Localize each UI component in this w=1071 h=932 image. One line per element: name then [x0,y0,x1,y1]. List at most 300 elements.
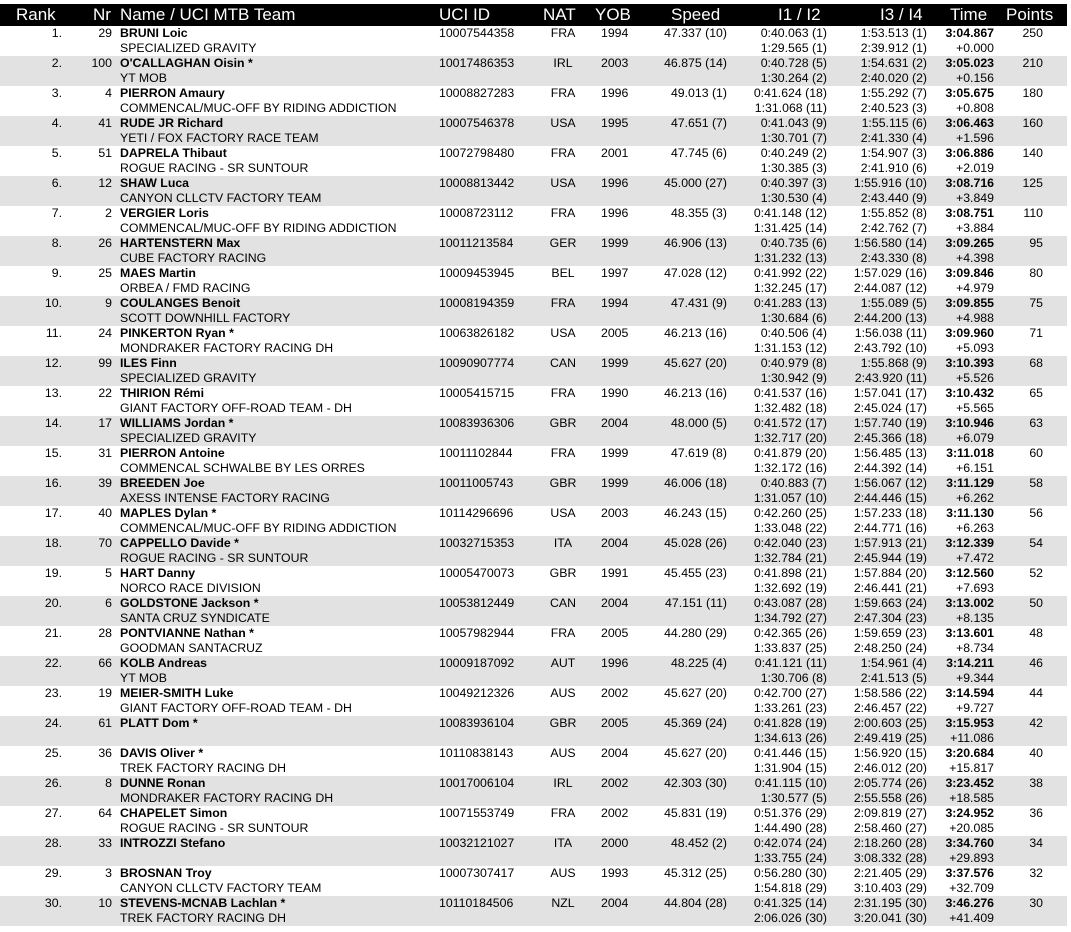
cell-i1: 0:42.074 (24) [753,836,827,850]
cell-team: COMMENCAL/MUC-OFF BY RIDING ADDICTION [120,100,397,115]
cell-rank: 26. [44,776,62,790]
cell-points: 44 [1029,686,1043,700]
cell-i3: 1:55.852 (8) [860,206,927,220]
cell-team: TREK FACTORY RACING DH [120,760,287,775]
cell-nat: GER [549,236,577,250]
header-points: Points [1006,5,1054,24]
cell-team: AXESS INTENSE FACTORY RACING [120,490,330,505]
cell-i3: 1:56.038 (11) [854,326,927,340]
cell-points: 48 [1029,626,1043,640]
cell-points: 60 [1029,446,1043,460]
cell-i2: 2:06.026 (30) [753,910,827,925]
cell-speed: 49.013 (1) [670,86,727,100]
cell-team: YETI / FOX FACTORY RACE TEAM [120,130,319,145]
cell-nr: 4 [105,86,112,100]
cell-i1: 0:40.883 (7) [760,476,827,490]
cell-points: 34 [1029,836,1043,850]
result-row [0,266,1067,296]
cell-points: 68 [1029,356,1043,370]
cell-uci-id: 10008813442 [439,176,515,190]
cell-speed: 48.355 (3) [670,206,727,220]
cell-nr: 25 [98,266,112,280]
cell-nat: GBR [549,476,577,490]
cell-rank: 3. [51,86,62,100]
result-row [0,56,1067,86]
cell-nr: 6 [105,596,112,610]
cell-rank: 1. [51,26,62,40]
cell-i1: 0:41.043 (9) [760,116,827,130]
cell-rank: 6. [51,176,62,190]
cell-i1: 0:40.979 (8) [760,356,827,370]
cell-gap: +5.093 [956,340,994,355]
cell-uci-id: 10011102844 [439,446,513,460]
cell-i2: 1:30.385 (3) [760,160,827,175]
cell-team: ORBEA / FMD RACING [120,280,251,295]
cell-speed: 45.627 (20) [664,746,727,760]
cell-yob: 2002 [601,686,629,700]
cell-i1: 0:40.735 (6) [760,236,827,250]
cell-i4: 2:58.460 (27) [853,820,927,835]
cell-i1: 0:41.879 (20) [753,446,827,460]
cell-uci-id: 10011005743 [439,476,514,490]
cell-yob: 1999 [601,356,629,370]
cell-nr: 10 [98,896,112,910]
cell-yob: 2002 [601,806,629,820]
cell-nr: 36 [98,746,112,760]
cell-team: SANTA CRUZ SYNDICATE [120,610,270,625]
cell-gap: +0.000 [956,40,994,55]
cell-nat: USA [550,326,576,340]
cell-rank: 29. [44,866,62,880]
cell-i3: 2:00.603 (25) [853,716,927,730]
cell-time: 3:10.432 [945,386,994,400]
cell-nat: FRA [550,446,576,460]
cell-points: 250 [1022,26,1043,40]
cell-i2: 1:32.692 (19) [753,580,827,595]
cell-i4: 2:46.457 (22) [853,700,927,715]
result-row [0,386,1067,416]
cell-i4: 3:10.403 (29) [853,880,927,895]
cell-time: 3:11.130 [946,506,994,520]
cell-i1: 0:40.397 (3) [760,176,827,190]
cell-i2: 1:30.264 (2) [760,70,827,85]
cell-points: 30 [1029,896,1043,910]
cell-rank: 2. [51,56,62,70]
cell-team: NORCO RACE DIVISION [120,580,261,595]
cell-points: 180 [1022,86,1043,100]
cell-rank: 28. [44,836,62,850]
cell-yob: 2005 [601,716,629,730]
cell-uci-id: 10007307417 [439,866,515,880]
cell-yob: 1999 [601,446,629,460]
cell-gap: +7.472 [956,550,994,565]
cell-nr: 39 [98,476,112,490]
cell-uci-id: 10017006104 [439,776,515,790]
cell-time: 3:05.023 [945,56,994,70]
cell-speed: 46.906 (13) [664,236,727,250]
cell-rider-name: KOLB Andreas [120,656,208,670]
cell-rank: 19. [44,566,62,580]
result-row [0,686,1067,716]
cell-i4: 2:49.419 (25) [853,730,927,745]
cell-team: CUBE FACTORY RACING [120,250,267,265]
cell-i1: 0:43.087 (28) [753,596,827,610]
cell-nat: IRL [553,776,573,790]
cell-nr: 24 [98,326,112,340]
cell-uci-id: 10057982944 [439,626,515,640]
cell-rider-name: PINKERTON Ryan * [120,326,234,340]
cell-i4: 2:43.920 (11) [854,370,927,385]
cell-i2: 1:31.068 (11) [754,100,827,115]
cell-nr: 17 [98,416,112,430]
cell-i3: 1:59.659 (23) [853,626,927,640]
cell-speed: 45.627 (20) [664,686,727,700]
cell-i3: 1:56.485 (13) [853,446,927,460]
cell-i2: 1:31.232 (13) [753,250,827,265]
cell-gap: +6.263 [956,520,994,535]
result-row [0,506,1067,536]
cell-yob: 2004 [601,746,629,760]
result-row [0,776,1067,806]
cell-rider-name: WILLIAMS Jordan * [120,416,234,430]
cell-i2: 1:30.577 (5) [760,790,827,805]
cell-i4: 2:41.513 (5) [860,670,927,685]
cell-time: 3:05.675 [945,86,994,100]
cell-uci-id: 10032715353 [439,536,515,550]
result-row [0,626,1067,656]
cell-i2: 1:44.490 (28) [753,820,827,835]
cell-i4: 2:44.771 (16) [853,520,927,535]
cell-rider-name: DAVIS Oliver * [120,746,204,760]
cell-i4: 2:44.392 (14) [853,460,927,475]
cell-nr: 33 [98,836,112,850]
cell-speed: 46.243 (15) [664,506,727,520]
cell-yob: 1995 [601,116,629,130]
cell-uci-id: 10011213584 [439,236,514,250]
cell-i2: 1:30.530 (4) [760,190,827,205]
cell-gap: +4.988 [956,310,994,325]
cell-nat: AUS [550,866,576,880]
cell-i1: 0:41.148 (12) [753,206,827,220]
cell-rank: 20. [44,596,62,610]
cell-rank: 16. [44,476,62,490]
cell-i4: 2:43.330 (8) [860,250,927,265]
cell-speed: 47.651 (7) [670,116,727,130]
cell-speed: 45.028 (26) [664,536,727,550]
cell-points: 65 [1029,386,1043,400]
cell-i3: 1:57.233 (18) [853,506,927,520]
cell-team: CANYON CLLCTV FACTORY TEAM [120,880,322,895]
cell-yob: 1991 [601,566,629,580]
cell-yob: 2003 [601,506,629,520]
cell-i3: 1:55.292 (7) [860,86,927,100]
cell-yob: 2004 [601,596,629,610]
cell-nat: ITA [553,836,573,850]
cell-gap: +0.156 [956,70,994,85]
cell-team: SCOTT DOWNHILL FACTORY [120,310,291,325]
cell-nat: NZL [551,896,575,910]
cell-nat: USA [550,176,576,190]
cell-team: ROGUE RACING - SR SUNTOUR [120,550,309,565]
cell-speed: 44.804 (28) [664,896,727,910]
cell-i4: 2:41.910 (6) [860,160,927,175]
cell-i1: 0:41.121 (11) [754,656,827,670]
cell-i3: 1:57.740 (19) [853,416,927,430]
cell-nr: 22 [98,386,112,400]
result-row [0,176,1067,206]
cell-i1: 0:41.537 (16) [753,386,827,400]
cell-i1: 0:41.992 (22) [753,266,827,280]
header-yob: YOB [595,5,631,24]
cell-i1: 0:41.624 (18) [753,86,827,100]
cell-rank: 22. [44,656,62,670]
cell-points: 75 [1029,296,1043,310]
cell-speed: 46.875 (14) [664,56,727,70]
cell-rider-name: CHAPELET Simon [120,806,228,820]
cell-gap: +29.893 [949,850,994,865]
cell-points: 80 [1029,266,1043,280]
cell-time: 3:10.946 [945,416,994,430]
cell-i3: 1:55.916 (10) [853,176,927,190]
cell-points: 125 [1022,176,1043,190]
cell-speed: 45.455 (23) [664,566,727,580]
header-rank: Rank [16,5,56,24]
cell-i1: 0:40.506 (4) [760,326,827,340]
cell-i3: 1:53.513 (1) [860,26,927,40]
cell-points: 50 [1029,596,1043,610]
cell-i4: 2:40.020 (2) [860,70,927,85]
cell-yob: 1993 [601,866,629,880]
cell-nr: 8 [105,776,112,790]
cell-rank: 11. [45,326,62,340]
cell-points: 38 [1029,776,1043,790]
cell-time: 3:04.867 [945,26,994,40]
cell-time: 3:34.760 [945,836,994,850]
cell-i4: 2:45.944 (19) [853,550,927,565]
cell-uci-id: 10083936104 [439,716,515,730]
cell-i3: 1:56.067 (12) [853,476,927,490]
cell-i2: 1:54.818 (29) [753,880,827,895]
cell-gap: +3.884 [956,220,994,235]
cell-uci-id: 10072798480 [439,146,515,160]
cell-i3: 1:54.631 (2) [860,56,927,70]
cell-points: 42 [1029,716,1043,730]
cell-time: 3:08.716 [945,176,994,190]
result-row [0,86,1067,116]
cell-rider-name: MAES Martin [120,266,196,280]
cell-team: COMMENCAL/MUC-OFF BY RIDING ADDICTION [120,220,397,235]
cell-rank: 12. [44,356,62,370]
cell-gap: +8.135 [956,610,994,625]
cell-time: 3:14.594 [945,686,994,700]
cell-speed: 47.151 (11) [665,596,727,610]
cell-time: 3:09.265 [945,236,994,250]
cell-rider-name: PIERRON Antoine [120,446,225,460]
result-row [0,146,1067,176]
cell-points: 160 [1022,116,1043,130]
cell-i2: 1:32.245 (17) [753,280,827,295]
result-row [0,236,1067,266]
cell-yob: 2005 [601,326,629,340]
cell-i4: 3:20.041 (30) [853,910,927,925]
cell-uci-id: 10008194359 [439,296,515,310]
cell-speed: 46.213 (16) [664,326,727,340]
cell-i2: 1:32.482 (18) [753,400,827,415]
cell-nat: FRA [550,296,576,310]
cell-i2: 1:33.755 (24) [753,850,827,865]
cell-nat: GBR [549,416,577,430]
cell-nr: 64 [98,806,112,820]
cell-uci-id: 10032121027 [439,836,515,850]
cell-rider-name: BROSNAN Troy [120,866,212,880]
cell-nat: AUS [550,746,576,760]
cell-nat: BEL [551,266,575,280]
result-row [0,716,1067,746]
cell-yob: 1996 [601,206,629,220]
header-i1-i2: I1 / I2 [778,5,821,24]
cell-i3: 1:57.884 (20) [853,566,927,580]
cell-i1: 0:40.728 (5) [760,56,827,70]
cell-i1: 0:41.115 (10) [754,776,827,790]
cell-gap: +9.727 [956,700,994,715]
cell-yob: 2005 [601,626,629,640]
cell-nr: 5 [105,566,112,580]
cell-speed: 45.831 (19) [664,806,727,820]
cell-rank: 18. [44,536,62,550]
result-row [0,476,1067,506]
cell-points: 32 [1029,866,1043,880]
cell-time: 3:06.463 [945,116,994,130]
cell-i1: 0:41.898 (21) [753,566,827,580]
cell-time: 3:15.953 [945,716,994,730]
cell-i1: 0:41.325 (14) [753,896,827,910]
cell-points: 95 [1029,236,1043,250]
cell-i2: 1:31.904 (15) [753,760,827,775]
cell-rank: 10. [44,296,62,310]
cell-i2: 1:32.784 (21) [753,550,827,565]
cell-i3: 2:05.774 (26) [853,776,927,790]
cell-points: 54 [1029,536,1043,550]
cell-rank: 13. [44,386,62,400]
result-row [0,836,1067,866]
cell-i4: 2:44.087 (12) [853,280,927,295]
cell-points: 110 [1023,206,1043,220]
cell-nat: FRA [550,146,576,160]
cell-speed: 45.369 (24) [664,716,727,730]
cell-gap: +41.409 [949,910,994,925]
cell-i4: 2:55.558 (26) [853,790,927,805]
cell-rank: 5. [51,146,62,160]
cell-yob: 2004 [601,896,629,910]
cell-team: YT MOB [120,70,167,85]
cell-i4: 2:43.792 (10) [853,340,927,355]
cell-yob: 1997 [601,266,629,280]
cell-i3: 1:56.920 (15) [853,746,927,760]
cell-speed: 46.006 (18) [664,476,727,490]
result-row [0,596,1067,626]
cell-team: TREK FACTORY RACING DH [120,910,287,925]
cell-speed: 48.452 (2) [670,836,727,850]
header-i3-i4: I3 / I4 [880,5,923,24]
cell-i2: 1:31.057 (10) [753,490,827,505]
cell-time: 3:13.601 [945,626,994,640]
cell-speed: 45.312 (25) [664,866,727,880]
header-uci-id: UCI ID [439,5,490,24]
cell-rider-name: COULANGES Benoit [120,296,241,310]
cell-yob: 2003 [601,56,629,70]
cell-gap: +6.151 [956,460,994,475]
cell-i3: 2:09.819 (27) [853,806,927,820]
cell-gap: +18.585 [949,790,994,805]
cell-yob: 1996 [601,86,629,100]
cell-rank: 17. [44,506,62,520]
cell-time: 3:08.751 [945,206,994,220]
result-row [0,326,1067,356]
cell-nr: 31 [98,446,112,460]
cell-time: 3:10.393 [945,356,994,370]
cell-team: SPECIALIZED GRAVITY [120,430,257,445]
cell-nr: 100 [91,56,112,70]
cell-uci-id: 10049212326 [439,686,515,700]
cell-nat: FRA [550,206,576,220]
cell-rank: 9. [51,266,62,280]
cell-points: 56 [1029,506,1043,520]
cell-speed: 45.627 (20) [664,356,727,370]
cell-rider-name: RUDE JR Richard [120,116,224,130]
cell-i3: 2:21.405 (29) [853,866,927,880]
cell-rider-name: HARTENSTERN Max [120,236,241,250]
cell-gap: +8.734 [956,640,994,655]
cell-nr: 2 [105,206,112,220]
cell-gap: +32.709 [949,880,994,895]
cell-rider-name: GOLDSTONE Jackson * [120,596,259,610]
result-row [0,806,1067,836]
cell-nat: AUT [550,656,576,670]
cell-nat: ITA [553,536,573,550]
cell-points: 46 [1029,656,1043,670]
cell-i1: 0:40.063 (1) [760,26,827,40]
cell-nat: FRA [550,626,576,640]
cell-speed: 42.303 (30) [664,776,727,790]
cell-time: 3:06.886 [945,146,994,160]
cell-i1: 0:51.376 (29) [753,806,827,820]
cell-time: 3:11.018 [946,446,994,460]
cell-i4: 2:47.304 (23) [853,610,927,625]
cell-i4: 2:46.441 (21) [853,580,927,595]
cell-i4: 2:39.912 (1) [860,40,927,55]
cell-i2: 1:30.684 (6) [760,310,827,325]
cell-rider-name: HART Danny [120,566,196,580]
cell-points: 140 [1022,146,1043,160]
cell-rider-name: CAPPELLO Davide * [120,536,239,550]
cell-uci-id: 10017486353 [439,56,515,70]
results-table-body [0,26,1071,930]
result-row [0,116,1067,146]
cell-rider-name: O'CALLAGHAN Oisin * [120,56,253,70]
cell-yob: 1994 [601,296,629,310]
result-row [0,356,1067,386]
cell-i2: 1:34.792 (27) [753,610,827,625]
cell-nr: 29 [98,26,112,40]
cell-points: 58 [1029,476,1043,490]
cell-i4: 2:40.523 (3) [860,100,927,115]
result-row [0,656,1067,686]
cell-nat: IRL [553,56,573,70]
cell-time: 3:46.276 [945,896,994,910]
cell-rank: 8. [51,236,62,250]
cell-gap: +5.565 [956,400,994,415]
cell-yob: 1996 [601,656,629,670]
